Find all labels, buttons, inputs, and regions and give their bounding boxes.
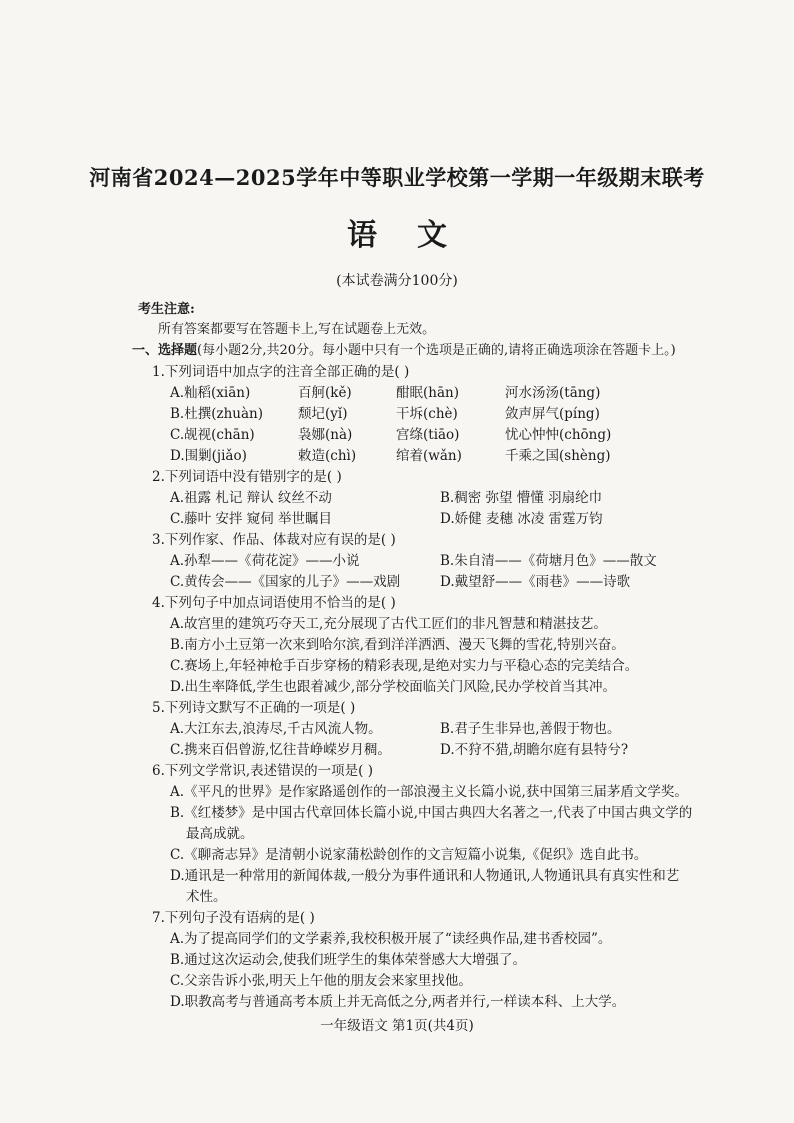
q2-option-d: D.娇健 麦穗 冰凌 雷霆万钧 xyxy=(440,511,603,527)
q1-option-c-4: 忧心忡忡(chōng) xyxy=(505,427,612,443)
q4-option-a: A.故宫里的建筑巧夺天工,充分展现了古代工匠们的非凡智慧和精湛技艺。 xyxy=(170,616,607,632)
q1-option-c-2: 袅娜(nà) xyxy=(298,427,353,443)
notice-heading: 考生注意: xyxy=(138,302,195,317)
question-3-stem: 3.下列作家、作品、体裁对应有误的是( ) xyxy=(152,532,396,548)
q3-option-a: A.孙犁——《荷花淀》——小说 xyxy=(170,553,360,569)
q2-option-b: B.稠密 弥望 懵懂 羽扇纶巾 xyxy=(440,490,603,506)
q1-option-d-2: 敕造(chì) xyxy=(298,448,357,464)
q6-option-c: C.《聊斋志异》是清朝小说家蒲松龄创作的文言短篇小说集,《促织》选自此书。 xyxy=(170,847,648,863)
q1-option-b-4: 敛声屏气(píng) xyxy=(505,406,600,422)
question-2-stem: 2.下列词语中没有错别字的是( ) xyxy=(152,469,342,485)
q5-option-b: B.君子生非异也,善假于物也。 xyxy=(440,721,621,737)
question-6-stem: 6.下列文学常识,表述错误的一项是( ) xyxy=(152,763,373,779)
q1-option-a-4: 河水汤汤(tāng) xyxy=(505,385,601,401)
exam-title: 河南省2024—2025学年中等职业学校第一学期一年级期末联考 xyxy=(89,165,705,190)
section-1-heading xyxy=(132,339,676,358)
q1-option-d-1: D.围剿(jiǎo) xyxy=(170,448,247,464)
question-1-stem: 1.下列词语中加点字的注音全部正确的是( ) xyxy=(152,364,410,380)
q2-option-c: C.藤叶 安拌 窥伺 举世瞩目 xyxy=(170,511,333,527)
q6-option-d: D.通讯是一种常用的新闻体裁,一般分为事件通讯和人物通讯,人物通讯具有真实性和艺 xyxy=(170,868,680,884)
score-note: (本试卷满分100分) xyxy=(336,273,458,289)
question-4-stem: 4.下列句子中加点词语使用不恰当的是( ) xyxy=(152,595,396,611)
q7-option-c: C.父亲告诉小张,明天上午他的朋友会来家里找他。 xyxy=(170,973,472,989)
question-7-stem: 7.下列句子没有语病的是( ) xyxy=(152,910,315,926)
q5-option-a: A.大江东去,浪涛尽,千古风流人物。 xyxy=(170,721,382,737)
q7-option-b: B.通过这次运动会,使我们班学生的集体荣誉感大大增强了。 xyxy=(170,952,527,968)
section-1-instruction: (每小题2分,共20分。每小题中只有一个选项是正确的,请将正确选项涂在答题卡上。) xyxy=(197,343,676,358)
q3-option-b: B.朱自清——《荷塘月色》——散文 xyxy=(440,553,657,569)
q1-option-b-1: B.杜撰(zhuàn) xyxy=(170,406,263,422)
q6-option-a: A.《平凡的世界》是作家路遥创作的一部浪漫主义长篇小说,获中国第三届茅盾文学奖。 xyxy=(170,784,688,800)
q1-option-b-2: 颓圮(yǐ) xyxy=(298,406,348,422)
q4-option-c: C.赛场上,年轻神枪手百步穿杨的精彩表现,是绝对实力与平稳心态的完美结合。 xyxy=(170,658,639,674)
q7-option-a: A.为了提高同学们的文学素养,我校积极开展了“读经典作品,建书香校园”。 xyxy=(170,931,612,947)
q6-option-b: B.《红楼梦》是中国古代章回体长篇小说,中国古典四大名著之一,代表了中国古典文学的 xyxy=(170,805,693,821)
q4-option-d: D.出生率降低,学生也跟着减少,部分学校面临关门风险,民办学校首当其冲。 xyxy=(170,679,617,695)
subject-heading: 语文 xyxy=(347,218,487,253)
q3-option-c: C.黄传会——《国家的儿子》——戏剧 xyxy=(170,574,401,590)
question-5-stem: 5.下列诗文默写不正确的一项是( ) xyxy=(152,700,356,716)
q1-option-b-3: 干坼(chè) xyxy=(396,406,458,422)
page-footer: 一年级语文 第1页(共4页) xyxy=(320,1018,474,1034)
q5-option-c: C.携来百侣曾游,忆往昔峥嵘岁月稠。 xyxy=(170,742,391,758)
q1-option-a-3: 酣眠(hān) xyxy=(396,385,459,401)
q1-option-c-1: C.觇视(chān) xyxy=(170,427,255,443)
q5-option-d: D.不狩不猎,胡瞻尔庭有县特兮? xyxy=(440,742,629,758)
q1-option-a-1: A.籼稻(xiān) xyxy=(170,385,251,401)
q7-option-d: D.职教高考与普通高考本质上并无高低之分,两者并行,一样读本科、上大学。 xyxy=(170,994,626,1010)
q2-option-a: A.祖露 札记 辩认 纹丝不动 xyxy=(170,490,332,506)
q1-option-d-3: 绾着(wǎn) xyxy=(396,448,462,464)
q4-option-b: B.南方小土豆第一次来到哈尔滨,看到洋洋洒洒、漫天飞舞的雪花,特别兴奋。 xyxy=(170,637,625,653)
section-1-label: 一、选择题 xyxy=(132,343,198,358)
notice-body: 所有答案都要写在答题卡上,写在试题卷上无效。 xyxy=(158,322,436,337)
q3-option-d: D.戴望舒——《雨巷》——诗歌 xyxy=(440,574,631,590)
q1-option-d-4: 千乘之国(shèng) xyxy=(505,448,611,464)
q1-option-a-2: 百舸(kě) xyxy=(298,385,352,401)
q6-option-d-continuation: 术性。 xyxy=(186,889,227,905)
q1-option-c-3: 宫绦(tiāo) xyxy=(396,427,460,443)
q6-option-b-continuation: 最高成就。 xyxy=(186,826,254,842)
